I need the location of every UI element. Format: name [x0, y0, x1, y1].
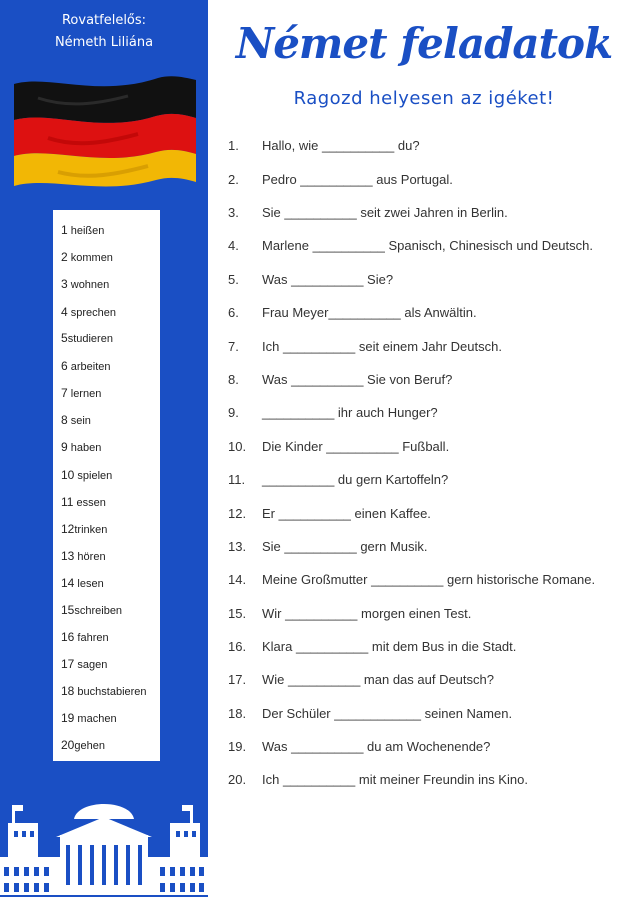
exercise-item: 6. Frau Meyer__________ als Anwältin. — [228, 305, 477, 320]
exercise-item: 18. Der Schüler ____________ seinen Namen. — [228, 706, 513, 721]
verb-item: 20gehen — [61, 738, 105, 752]
exercise-item: 12. Er __________ einen Kaffee. — [228, 506, 431, 521]
exercise-item: 20. Ich __________ mit meiner Freundin ins Kino. — [228, 772, 528, 787]
verb-item: 7 lernen — [61, 386, 102, 400]
exercise-item: 7. Ich __________ seit einem Jahr Deutsch. — [228, 339, 502, 354]
verb-item: 14 lesen — [61, 576, 104, 590]
exercise-item: 5. Was __________ Sie? — [228, 272, 394, 287]
exercise-item: 17. Wie __________ man das auf Deutsch? — [228, 672, 494, 687]
verb-item: 15schreiben — [61, 603, 123, 617]
verb-item: 18 buchstabieren — [61, 684, 147, 698]
exercise-item: 4. Marlene __________ Spanisch, Chinesisch und Deutsch. — [228, 238, 593, 253]
exercise-item: 15. Wir __________ morgen einen Test. — [228, 606, 472, 621]
german-flag-icon — [8, 68, 200, 193]
author-credit — [0, 10, 208, 54]
page-subtitle: Ragozd helyesen az igéket! — [293, 88, 555, 109]
exercise-item: 1. Hallo, wie __________ du? — [228, 138, 420, 153]
verb-item: 16 fahren — [61, 630, 109, 644]
author-label: Rovatfelelős: — [61, 13, 147, 28]
author-name: Németh Liliána — [54, 35, 154, 50]
exercise-item: 19. Was __________ du am Wochenende? — [228, 739, 491, 754]
exercise-item: 14. Meine Großmutter __________ gern historische Romane. — [228, 572, 596, 587]
verb-item: 2 kommen — [61, 250, 113, 264]
verb-item: 5studieren — [61, 331, 113, 345]
verb-list — [53, 210, 160, 761]
verb-item: 3 wohnen — [61, 277, 110, 291]
exercise-item: 2. Pedro __________ aus Portugal. — [228, 172, 453, 187]
verb-item: 13 hören — [61, 549, 106, 563]
sidebar — [0, 0, 208, 900]
reichstag-building-icon — [0, 795, 208, 900]
verb-item: 12trinken — [61, 522, 108, 536]
verb-item: 8 sein — [61, 413, 91, 427]
verb-item: 1 heißen — [61, 223, 105, 237]
verb-item: 6 arbeiten — [61, 359, 111, 373]
exercise-item: 8. Was __________ Sie von Beruf? — [228, 372, 453, 387]
page-title: Német feladatok — [235, 19, 613, 68]
verb-item: 10 spielen — [61, 468, 113, 482]
verb-item: 9 haben — [61, 440, 102, 454]
verb-item: 11 essen — [61, 495, 106, 509]
verb-item: 19 machen — [61, 711, 117, 725]
verb-item: 4 sprechen — [61, 305, 117, 319]
exercise-item: 13. Sie __________ gern Musik. — [228, 539, 428, 554]
verb-item: 17 sagen — [61, 657, 108, 671]
exercise-item: 10. Die Kinder __________ Fußball. — [228, 439, 450, 454]
exercise-item: 11. __________ du gern Kartoffeln? — [228, 472, 449, 487]
exercise-item: 16. Klara __________ mit dem Bus in die Stadt. — [228, 639, 517, 654]
exercise-item: 3. Sie __________ seit zwei Jahren in Berlin. — [228, 205, 508, 220]
exercise-item: 9. __________ ihr auch Hunger? — [228, 405, 438, 420]
